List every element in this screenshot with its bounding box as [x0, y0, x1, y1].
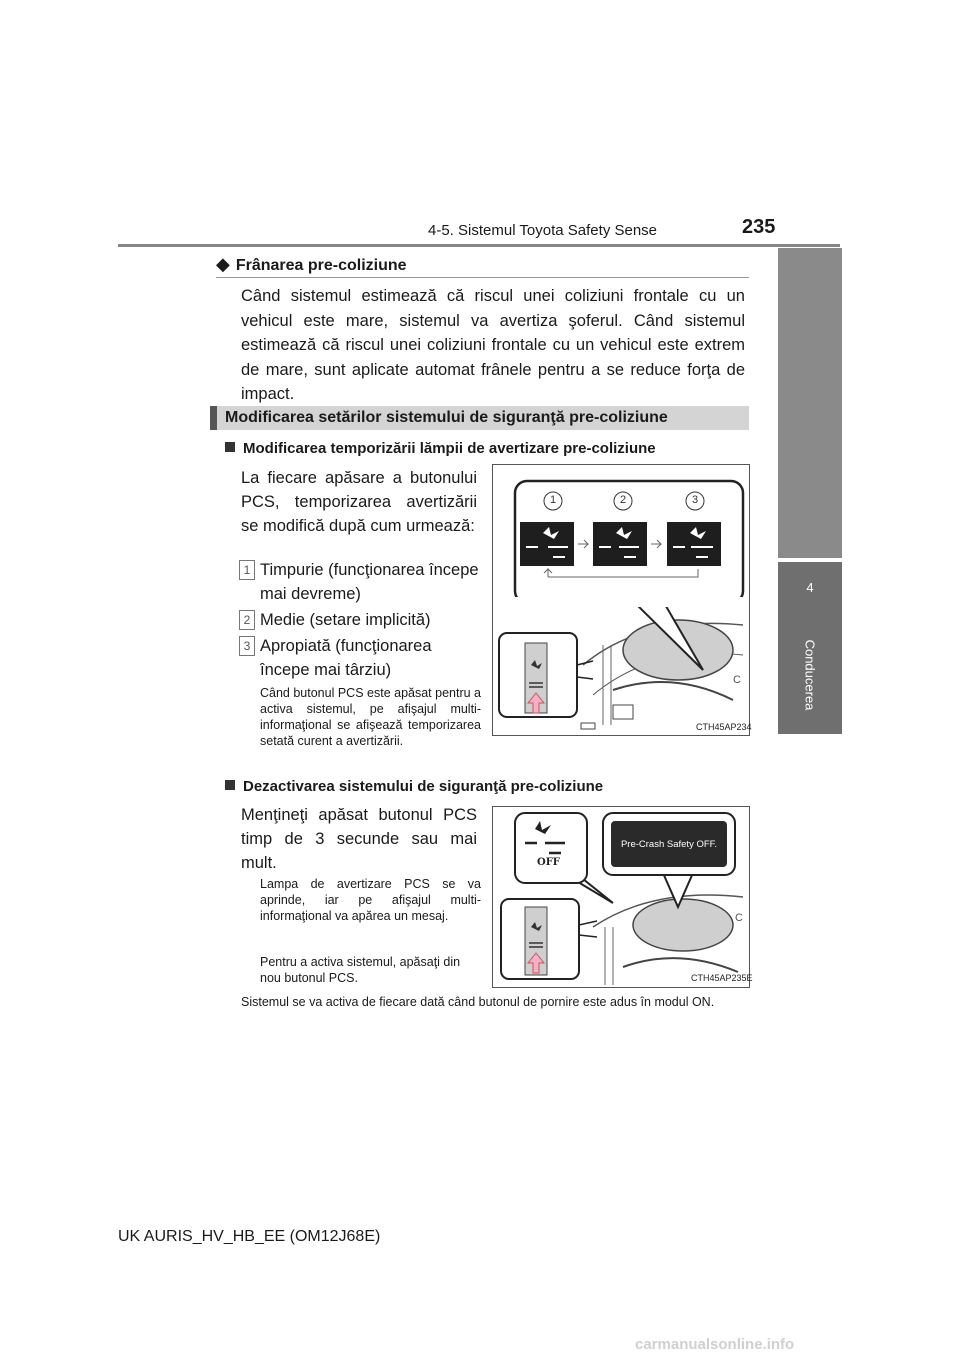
svg-text:C: C: [733, 674, 741, 686]
subheading-timing: [225, 440, 656, 457]
section-title: 4-5. Sistemul Toyota Safety Sense: [428, 222, 658, 239]
subheading-deactivate: [225, 778, 603, 795]
chapter-label: Conducerea: [802, 639, 818, 711]
item-text-1: Timpurie (funcţionarea începe mai devreme): [260, 561, 479, 603]
square-bullet-icon: [225, 780, 235, 790]
header-rule: [118, 244, 840, 247]
figure-timing: [492, 464, 750, 736]
side-tab: [778, 248, 842, 558]
footer-text: UK AURIS_HV_HB_EE (OM12J68E): [118, 1228, 381, 1245]
figure-deactivate-illustration: [493, 807, 749, 987]
svg-text:C: C: [735, 912, 743, 924]
item-number-2: 2: [239, 610, 255, 630]
chapter-label-wrap: [784, 630, 836, 720]
deactivate-note-1: Lampa de avertizare PCS se va aprinde, iar pe afişajul multi-informaţional va apărea un mesaj.: [260, 877, 481, 923]
item-text-3: Apropiată (funcţionarea începe mai târziu): [260, 637, 432, 679]
timing-intro: La fiecare apăsare a butonului PCS, temporizarea avertizării se modifică după cum urmează:: [241, 469, 477, 535]
figure-label-3: 3: [691, 494, 699, 506]
off-label: OFF: [537, 857, 560, 868]
figure-code: CTH45AP235E: [691, 973, 753, 983]
item-number-3: 3: [239, 636, 255, 656]
deactivate-intro: Menţineţi apăsat butonul PCS timp de 3 secunde sau mai mult.: [241, 806, 477, 872]
deactivate-note-3: Sistemul se va activa de fiecare dată când butonul de pornire este adus în modul ON.: [241, 995, 715, 1009]
section-body: Când sistemul estimează că riscul unei coliziuni frontale cu un vehicul este mare, sistemul va avertiza şoferul. Când sistemul estimează că riscul unei coliziuni frontale cu un vehicul este extrem de mare, sunt aplicate automat frânele pentru a se reduce forţa de impact.: [241, 287, 745, 403]
item-number-1: 1: [239, 560, 255, 580]
figure-label-2: 2: [619, 494, 627, 506]
watermark: carmanualsonline.info: [635, 1336, 795, 1353]
subheading-deactivate-text: Dezactivarea sistemului de siguranţă pre-coliziune: [243, 778, 604, 795]
diamond-icon: ◆: [216, 254, 230, 274]
square-bullet-icon: [225, 442, 235, 452]
figure-code: CTH45AP234: [696, 722, 752, 732]
deactivate-note-2: Pentru a activa sistemul, apăsaţi din nou butonul PCS.: [260, 955, 461, 985]
figure-deactivate: [492, 806, 753, 988]
subheading-timing-text: Modificarea temporizării lămpii de avertizare pre-coliziune: [243, 440, 656, 457]
heading-rule: [216, 277, 749, 278]
section-heading: [216, 254, 407, 275]
item-text-2: Medie (setare implicită): [260, 611, 431, 629]
settings-banner-title: Modificarea setărilor sistemului de siguranţă pre-coliziune: [225, 409, 668, 426]
page-number: 235: [742, 216, 776, 238]
timing-note: Când butonul PCS este apăsat pentru a activa sistemul, pe afişajul multi-informaţional se afişează temporizarea setată curent a avertizării.: [260, 686, 481, 748]
chapter-number: 4: [806, 580, 814, 595]
figure-label-1: 1: [549, 494, 557, 506]
section-heading-text: Frânarea pre-coliziune: [235, 257, 407, 274]
display-message: Pre-Crash Safety OFF.: [620, 839, 718, 850]
